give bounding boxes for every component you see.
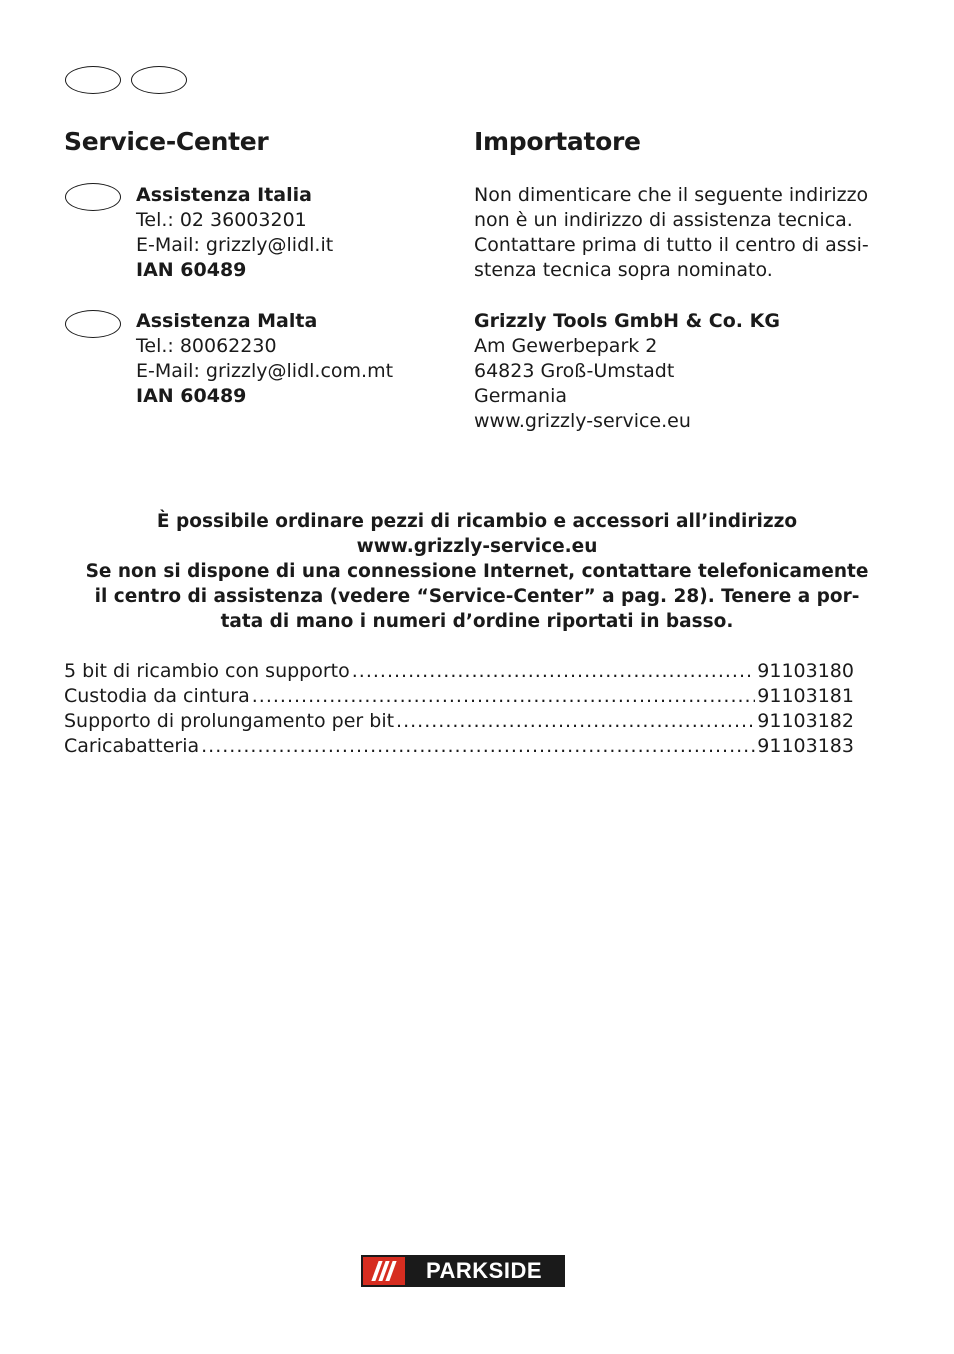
importer-website[interactable]: www.grizzly-service.eu [474, 410, 691, 432]
malta-tel: Tel.: 80062230 [136, 335, 277, 357]
part-number: 91103183 [757, 735, 854, 757]
importer-address [474, 309, 780, 434]
importer-street: Am Gewerbepark 2 [474, 335, 658, 357]
logo-stripes-icon [363, 1257, 405, 1285]
importer-country: Germania [474, 385, 568, 407]
importer-title: Importatore [474, 127, 641, 156]
country-badge-malta [65, 310, 121, 338]
malta-email: E-Mail: grizzly@lidl.com.mt [136, 360, 394, 382]
list-item [64, 659, 854, 684]
importer-note-line: stenza tecnica sopra nominato. [474, 259, 773, 281]
dot-leader [396, 709, 755, 734]
importer-company: Grizzly Tools GmbH & Co. KG [474, 310, 780, 332]
dot-leader [352, 659, 756, 684]
importer-note-line: non è un indirizzo di assistenza tecnica. [474, 209, 853, 231]
italy-heading: Assistenza Italia [136, 184, 312, 206]
part-number: 91103181 [757, 685, 854, 707]
malta-heading: Assistenza Malta [136, 310, 318, 332]
italy-email: E-Mail: grizzly@lidl.it [136, 234, 334, 256]
country-badge-2 [131, 66, 187, 94]
part-name: Supporto di prolungamento per bit [64, 710, 395, 732]
parkside-logo [361, 1255, 565, 1287]
dot-leader [252, 684, 756, 709]
importer-note-line: Non dimenticare che il seguente indirizzo [474, 184, 869, 206]
dot-leader [201, 734, 755, 759]
service-center-title: Service-Center [64, 127, 269, 156]
order-info-line: il centro di assistenza (vedere “Service-Center” a pag. 28). Tenere a por- [94, 586, 860, 607]
list-item [64, 709, 854, 734]
parts-list [64, 659, 854, 759]
malta-contact [136, 309, 393, 409]
order-info-website[interactable]: www.grizzly-service.eu [356, 536, 598, 557]
importer-note [474, 183, 869, 283]
list-item [64, 684, 854, 709]
part-name: 5 bit di ricambio con supporto [64, 660, 350, 682]
malta-ian: IAN 60489 [136, 385, 247, 407]
order-info-line: Se non si dispone di una connessione Internet, contattare telefonicamente [85, 561, 869, 582]
part-name: Caricabatteria [64, 735, 200, 757]
country-badge-italy [65, 183, 121, 211]
italy-contact [136, 183, 333, 283]
italy-tel: Tel.: 02 36003201 [136, 209, 307, 231]
order-info-line: tata di mano i numeri d’ordine riportati in basso. [220, 611, 734, 632]
logo-wordmark: PARKSIDE [425, 1258, 543, 1283]
part-number: 91103180 [757, 660, 854, 682]
order-info [40, 509, 914, 634]
part-number: 91103182 [757, 710, 854, 732]
order-info-line: È possibile ordinare pezzi di ricambio e accessori all’indirizzo [156, 511, 798, 532]
part-name: Custodia da cintura [64, 685, 250, 707]
importer-note-line: Contattare prima di tutto il centro di assi- [474, 234, 869, 256]
italy-ian: IAN 60489 [136, 259, 247, 281]
country-badge-1 [65, 66, 121, 94]
importer-city: 64823 Groß-Umstadt [474, 360, 675, 382]
list-item [64, 734, 854, 759]
